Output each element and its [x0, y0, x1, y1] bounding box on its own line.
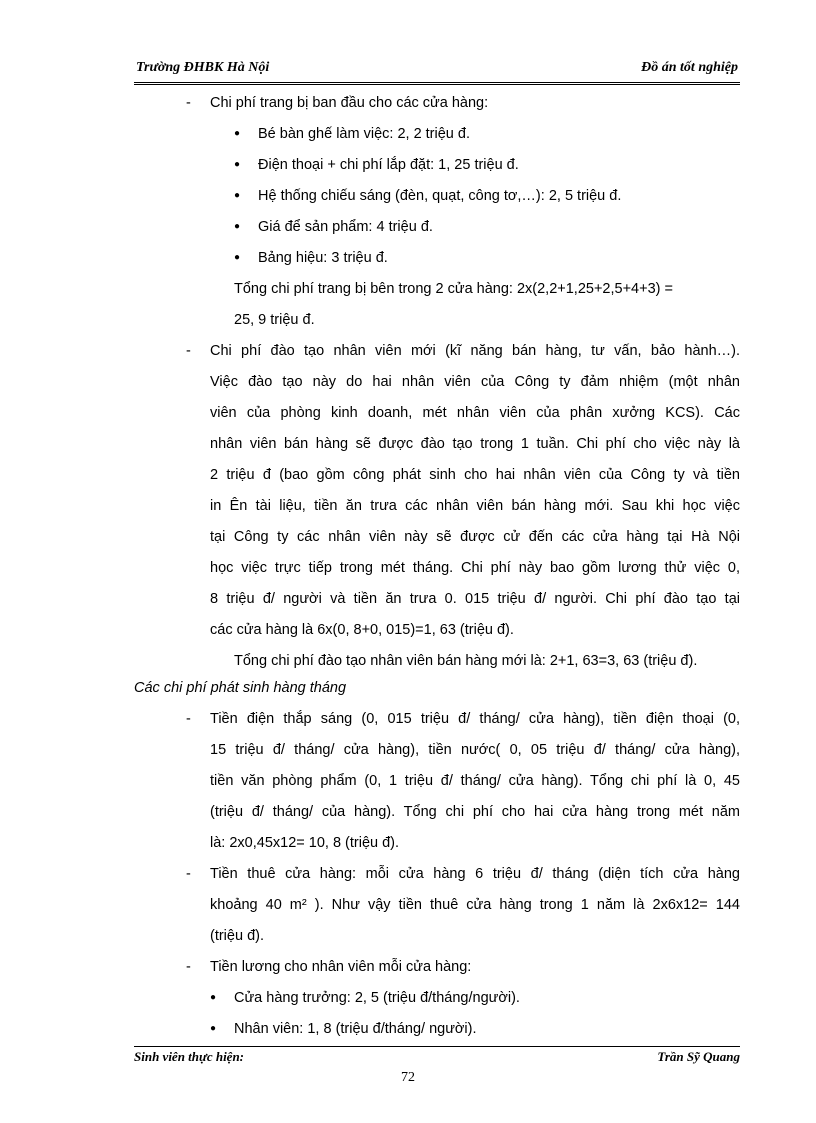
page-footer	[134, 1046, 740, 1065]
section2-line: tại Công ty các nhân viên này sẽ được cử đến các cửa hàng tại Hà Nội	[210, 529, 740, 545]
section5-item: Cửa hàng trưởng: 2, 5 (triệu đ/tháng/người).	[234, 990, 520, 1006]
section3-line: 15 triệu đ/ tháng/ cửa hàng), tiền nước( 0, 05 triệu đ/ tháng/ cửa hàng),	[210, 742, 740, 758]
section2-line: Việc đào tạo này do hai nhân viên của Công ty đảm nhiệm (một nhân	[210, 374, 740, 390]
section4-line: khoảng 40 m² ). Như vậy tiền thuê cửa hàng trong 1 năm là 2x6x12= 144	[210, 897, 740, 913]
bullet-icon: ●	[234, 159, 241, 170]
bullet-icon: ●	[234, 190, 241, 201]
section1-title: Chi phí trang bị ban đầu cho các cửa hàng:	[210, 95, 489, 111]
section2-line: 2 triệu đ (bao gồm công phát sinh cho hai nhân viên của Công ty và tiền	[210, 467, 740, 483]
section2-line: 8 triệu đ/ người và tiền ăn trưa 0. 015 triệu đ/ người. Chi phí đào tạo tại	[210, 591, 740, 607]
section1-total-line: Tổng chi phí trang bị bên trong 2 cửa hàng: 2x(2,2+1,25+2,5+4+3) =	[234, 281, 673, 297]
section4-line: (triệu đ).	[210, 928, 264, 944]
section2-line: Chi phí đào tạo nhân viên mới (kĩ năng bán hàng, tư vấn, bảo hành…).	[210, 343, 740, 359]
header-school: Trường ĐHBK Hà Nội	[136, 60, 270, 75]
section1-item: Bé bàn ghế làm việc: 2, 2 triệu đ.	[258, 126, 470, 142]
header-document-type: Đồ án tốt nghiệp	[641, 60, 738, 75]
section1-item: Hệ thống chiếu sáng (đèn, quạt, công tơ,…): 2, 5 triệu đ.	[258, 188, 622, 204]
section2-line: viên của phòng kinh doanh, mét nhân viên của phân xưởng KCS). Các	[210, 405, 740, 421]
section4-line: Tiền thuê cửa hàng: mỗi cửa hàng 6 triệu đ/ tháng (diện tích cửa hàng	[210, 866, 740, 882]
monthly-costs-heading: Các chi phí phát sinh hàng tháng	[134, 680, 347, 696]
section2-line: các cửa hàng là 6x(0, 8+0, 015)=1, 63 (triệu đ).	[210, 622, 514, 638]
section3-line: là: 2x0,45x12= 10, 8 (triệu đ).	[210, 835, 400, 851]
section5-item: Nhân viên: 1, 8 (triệu đ/tháng/ người).	[234, 1021, 477, 1037]
section1-total-line: 25, 9 triệu đ.	[234, 312, 315, 328]
section3-line: tiền văn phòng phẩm (0, 1 triệu đ/ tháng/ cửa hàng). Tổng chi phí là 0, 45	[210, 773, 740, 789]
section2-total: Tổng chi phí đào tạo nhân viên bán hàng mới là: 2+1, 63=3, 63 (triệu đ).	[234, 653, 698, 669]
bullet-icon: ●	[234, 252, 241, 263]
bullet-icon: ●	[210, 992, 217, 1003]
footer-author-name: Trần Sỹ Quang	[657, 1049, 740, 1064]
section1-item: Điện thoại + chi phí lắp đặt: 1, 25 triệu đ.	[258, 157, 519, 173]
page-number: 72	[401, 1070, 415, 1085]
section2-dash: -	[186, 343, 191, 359]
section1-item: Bảng hiệu: 3 triệu đ.	[258, 250, 388, 266]
section5-dash: -	[186, 959, 191, 975]
bullet-icon: ●	[234, 221, 241, 232]
footer-author-label: Sinh viên thực hiện:	[134, 1049, 245, 1064]
section2-line: học việc trực tiếp trong mét tháng. Chi phí này bao gồm lương thử việc 0,	[210, 560, 740, 576]
section3-line: (triệu đ/ tháng/ của hàng). Tổng chi phí cho hai cửa hàng trong mét năm	[210, 804, 740, 820]
section5-title: Tiền lương cho nhân viên mỗi cửa hàng:	[210, 959, 472, 975]
bullet-icon: ●	[234, 128, 241, 139]
section2-line: nhân viên bán hàng sẽ được đào tạo trong 1 tuần. Chi phí cho việc này là	[210, 436, 740, 452]
section1-dash: -	[186, 95, 191, 111]
page-header	[134, 58, 740, 85]
section4-dash: -	[186, 866, 191, 882]
section2-line: in Ên tài liệu, tiền ăn trưa các nhân viên bán hàng mới. Sau khi học việc	[210, 498, 740, 514]
section3-dash: -	[186, 711, 191, 727]
section1-item: Giá để sản phẩm: 4 triệu đ.	[258, 219, 433, 235]
bullet-icon: ●	[210, 1023, 217, 1034]
section3-line: Tiền điện thắp sáng (0, 015 triệu đ/ tháng/ cửa hàng), tiền điện thoại (0,	[210, 711, 740, 727]
